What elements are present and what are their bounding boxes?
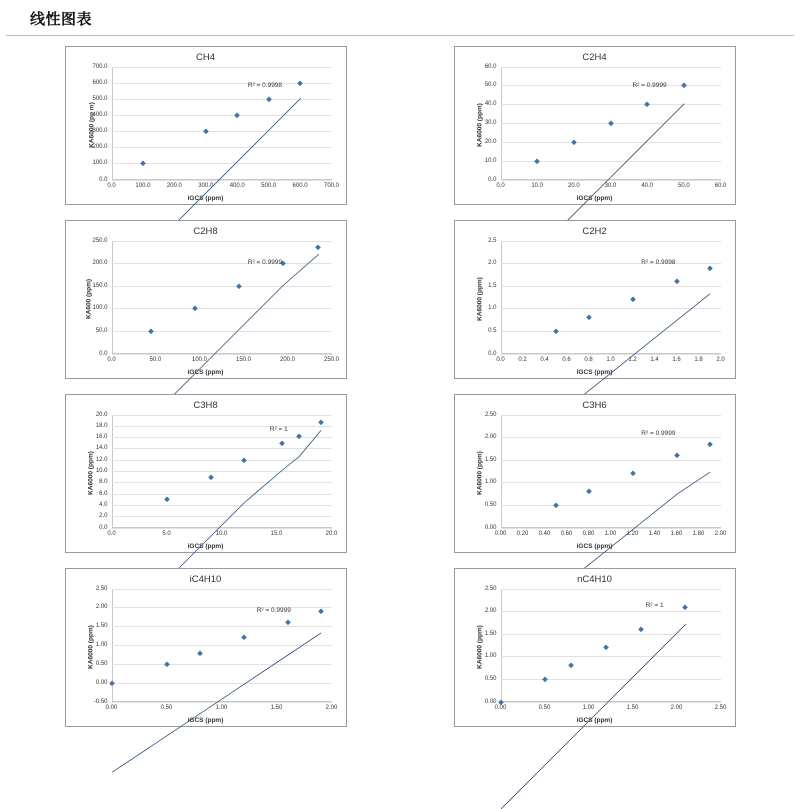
page-title: 线性图表 — [30, 11, 93, 28]
y-tick-label: 200.0 — [92, 144, 108, 151]
x-tick-label: 1.4 — [650, 356, 659, 363]
x-tick-label: 300.0 — [198, 182, 214, 189]
x-tick-label: 2.00 — [670, 704, 683, 711]
x-tick-label: 10.0 — [215, 530, 228, 537]
x-tick-label: 50.0 — [149, 356, 162, 363]
y-tick-label: 0.00 — [484, 698, 497, 705]
data-point — [498, 699, 503, 704]
x-tick-label: 1.00 — [215, 704, 228, 711]
x-tick-label: 0.40 — [538, 530, 551, 537]
y-tick-label: 14.0 — [95, 445, 108, 452]
y-tick-label: 8.0 — [99, 479, 108, 486]
y-tick-label: 100.0 — [92, 305, 108, 312]
chart-cell — [407, 42, 782, 208]
x-tick-label: 250.0 — [323, 356, 340, 363]
y-tick-label: 100.0 — [92, 160, 108, 167]
x-axis-label: iGCS (ppm) — [187, 194, 224, 202]
chart-ic4h10 — [65, 568, 347, 727]
x-tick-label: 1.40 — [648, 530, 661, 537]
y-axis-label: KA6000 (ppm) — [86, 451, 94, 495]
plot-area — [92, 63, 340, 189]
y-tick-label: 6.0 — [99, 490, 108, 497]
data-series — [112, 589, 332, 809]
chart-cell — [407, 564, 782, 730]
y-tick-label: 20.0 — [95, 411, 108, 418]
x-tick-label: 1.2 — [628, 356, 637, 363]
trendline — [501, 624, 686, 809]
y-tick-label: 2.50 — [484, 411, 497, 418]
chart-cell — [18, 216, 393, 382]
x-axis-label: iGCS (ppm) — [187, 542, 224, 550]
chart-cell — [18, 564, 393, 730]
y-axis-label: KA6000 (pp m) — [87, 102, 95, 148]
chart-cell — [407, 390, 782, 556]
y-tick-label: 0.50 — [95, 660, 108, 667]
r-squared-annotation: R² = 0.9998 — [641, 258, 676, 266]
y-tick-label: 0.00 — [95, 679, 108, 686]
r-squared-annotation: R² = 0.9998 — [247, 82, 283, 90]
plot-area — [484, 63, 727, 189]
chart-title: iC4H10 — [189, 573, 222, 585]
x-tick-label: 0.60 — [560, 530, 573, 537]
y-tick-label: 2.50 — [95, 585, 108, 592]
x-tick-label: 60.0 — [714, 182, 727, 189]
y-tick-label: 200.0 — [92, 260, 108, 267]
x-tick-label: 0.2 — [518, 356, 527, 363]
y-tick-label: 2.00 — [484, 608, 497, 615]
chart-title: C3H6 — [582, 399, 607, 411]
x-tick-label: 0.20 — [516, 530, 529, 537]
y-tick-label: 1.50 — [484, 456, 497, 463]
chart-title: C2H8 — [193, 225, 218, 237]
x-axis-label: iGCS (ppm) — [187, 368, 224, 376]
x-tick-label: 0.80 — [582, 530, 595, 537]
plot-area — [484, 585, 727, 711]
chart-cell — [18, 390, 393, 556]
x-tick-label: 200.0 — [279, 356, 296, 363]
plot-area — [92, 237, 340, 363]
r-squared-annotation: R² = 0.9999 — [641, 430, 676, 438]
x-axis-label: iGCS (ppm) — [187, 716, 224, 724]
y-tick-label: 0.0 — [488, 176, 497, 183]
chart-c2h4 — [454, 46, 736, 205]
chart-title: CH4 — [195, 51, 215, 63]
plot-area — [95, 411, 338, 537]
y-tick-label: 1.5 — [488, 282, 497, 289]
x-tick-label: 50.0 — [677, 182, 690, 189]
x-tick-label: 0.0 — [107, 356, 116, 363]
x-tick-label: 2.00 — [325, 704, 338, 711]
x-tick-label: 2.0 — [716, 356, 725, 363]
y-tick-label: 500.0 — [92, 95, 108, 102]
y-axis-label: KA6000 (ppm) — [475, 277, 483, 321]
y-tick-label: -0.50 — [93, 698, 108, 705]
x-tick-label: 0.00 — [105, 704, 118, 711]
y-tick-label: 0.0 — [99, 524, 108, 531]
y-tick-label: 60.0 — [484, 63, 497, 70]
y-axis-label: KA600 (ppm) — [85, 278, 93, 320]
x-tick-label: 1.00 — [604, 530, 617, 537]
y-tick-label: 150.0 — [92, 282, 108, 289]
x-axis-label: iGCS (ppm) — [576, 542, 613, 550]
x-tick-label: 500.0 — [261, 182, 277, 189]
chart-nc4h10 — [454, 568, 736, 727]
y-tick-label: 50.0 — [95, 327, 108, 334]
x-axis-label: iGCS (ppm) — [576, 716, 613, 724]
y-tick-label: 2.0 — [99, 513, 108, 520]
plot-area — [93, 585, 338, 711]
chart-c3h8 — [65, 394, 347, 553]
y-axis-label: KA6000 (ppm) — [86, 625, 94, 669]
y-tick-label: 0.50 — [484, 675, 497, 682]
y-tick-label: 600.0 — [92, 79, 108, 86]
title-divider — [6, 35, 794, 36]
y-tick-label: 2.5 — [488, 237, 497, 244]
y-tick-label: 1.0 — [488, 305, 497, 312]
x-tick-label: 40.0 — [641, 182, 653, 189]
x-axis-label: iGCS (ppm) — [576, 368, 613, 376]
x-tick-label: 200.0 — [166, 182, 182, 189]
chart-title: nC4H10 — [577, 573, 612, 585]
y-tick-label: 12.0 — [95, 456, 108, 463]
y-tick-label: 250.0 — [92, 237, 108, 244]
x-tick-label: 5.0 — [162, 530, 171, 537]
chart-title: C2H4 — [582, 51, 607, 63]
y-tick-label: 300.0 — [92, 128, 108, 135]
y-tick-label: 0.50 — [484, 501, 497, 508]
y-tick-label: 0.0 — [488, 350, 497, 357]
y-tick-label: 2.00 — [484, 434, 497, 441]
y-tick-label: 10.0 — [484, 157, 497, 164]
x-tick-label: 1.50 — [270, 704, 283, 711]
chart-title: C3H8 — [193, 399, 218, 411]
chart-c3h6 — [454, 394, 736, 553]
x-tick-label: 15.0 — [270, 530, 283, 537]
r-squared-annotation: R² = 0.9999 — [247, 258, 283, 266]
r-squared-annotation: R² = 0.9999 — [632, 82, 667, 90]
y-tick-label: 1.50 — [484, 630, 497, 637]
y-tick-label: 40.0 — [484, 101, 497, 108]
trendline — [167, 430, 321, 580]
x-tick-label: 0.4 — [540, 356, 549, 363]
y-tick-label: 1.00 — [484, 653, 497, 660]
y-tick-label: 2.0 — [488, 260, 497, 267]
y-tick-label: 2.00 — [95, 604, 108, 611]
x-tick-label: 1.20 — [626, 530, 639, 537]
x-tick-label: 20.0 — [567, 182, 580, 189]
y-tick-label: 0.0 — [99, 350, 108, 357]
y-tick-label: 2.50 — [484, 585, 497, 592]
chart-title: C2H2 — [582, 225, 607, 237]
chart-c2h2 — [454, 220, 736, 379]
y-axis-label: KA6000 (ppm) — [475, 625, 483, 669]
x-tick-label: 0.00 — [494, 530, 507, 537]
x-tick-label: 0.0 — [496, 356, 505, 363]
y-tick-label: 10.0 — [95, 468, 108, 474]
data-series — [501, 589, 721, 809]
r-squared-annotation: R² = 1 — [269, 425, 288, 433]
trendline — [112, 633, 321, 772]
y-tick-label: 16.0 — [95, 434, 108, 441]
x-tick-label: 1.00 — [582, 704, 595, 711]
x-tick-label: 700.0 — [323, 182, 340, 189]
x-tick-label: 1.0 — [606, 356, 615, 363]
x-tick-label: 2.50 — [714, 704, 727, 711]
chart-cell — [18, 42, 393, 208]
x-tick-label: 0.6 — [562, 356, 571, 363]
x-tick-label: 600.0 — [292, 182, 308, 189]
x-tick-label: 0.00 — [494, 704, 507, 711]
y-axis-label: KA6000 (ppm) — [475, 451, 483, 495]
chart-cell — [407, 216, 782, 382]
x-tick-label: 1.60 — [670, 530, 683, 537]
x-tick-label: 2.00 — [714, 530, 727, 537]
y-tick-label: 700.0 — [92, 63, 108, 70]
y-tick-label: 20.0 — [484, 138, 497, 145]
y-tick-label: 0.0 — [99, 176, 108, 183]
x-tick-label: 1.6 — [672, 356, 681, 363]
y-axis-label: KA6000 (ppm) — [475, 103, 483, 147]
x-tick-label: 0.0 — [496, 182, 505, 189]
x-tick-label: 0.50 — [160, 704, 173, 711]
x-tick-label: 0.0 — [107, 530, 116, 537]
y-tick-label: 0.00 — [484, 524, 497, 531]
x-axis-label: iGCS (ppm) — [576, 194, 613, 202]
x-tick-label: 10.0 — [531, 182, 543, 189]
y-tick-label: 1.50 — [95, 623, 108, 630]
x-tick-label: 1.8 — [694, 356, 703, 363]
x-tick-label: 100.0 — [135, 182, 151, 189]
y-tick-label: 1.00 — [484, 479, 497, 486]
plot-area — [488, 237, 725, 363]
x-tick-label: 100.0 — [191, 356, 208, 363]
plot-area — [484, 411, 727, 537]
y-tick-label: 4.0 — [99, 501, 108, 508]
x-tick-label: 0.50 — [538, 704, 551, 711]
r-squared-annotation: R² = 0.9999 — [256, 606, 291, 614]
y-tick-label: 0.5 — [488, 327, 497, 334]
x-tick-label: 1.80 — [692, 530, 705, 537]
y-tick-label: 50.0 — [484, 82, 497, 89]
x-tick-label: 20.0 — [325, 530, 338, 537]
chart-c2h8 — [65, 220, 347, 379]
chart-grid — [0, 42, 800, 730]
chart-ch4 — [65, 46, 347, 205]
y-tick-label: 400.0 — [92, 111, 108, 118]
x-tick-label: 150.0 — [235, 356, 252, 363]
x-tick-label: 1.50 — [626, 704, 639, 711]
x-tick-label: 400.0 — [229, 182, 245, 189]
x-tick-label: 30.0 — [604, 182, 617, 189]
y-tick-label: 18.0 — [95, 422, 108, 429]
y-tick-label: 30.0 — [484, 120, 497, 126]
y-tick-label: 1.00 — [95, 642, 108, 648]
r-squared-annotation: R² = 1 — [645, 602, 664, 610]
x-tick-label: 0.0 — [107, 182, 116, 189]
x-tick-label: 0.8 — [584, 356, 593, 363]
